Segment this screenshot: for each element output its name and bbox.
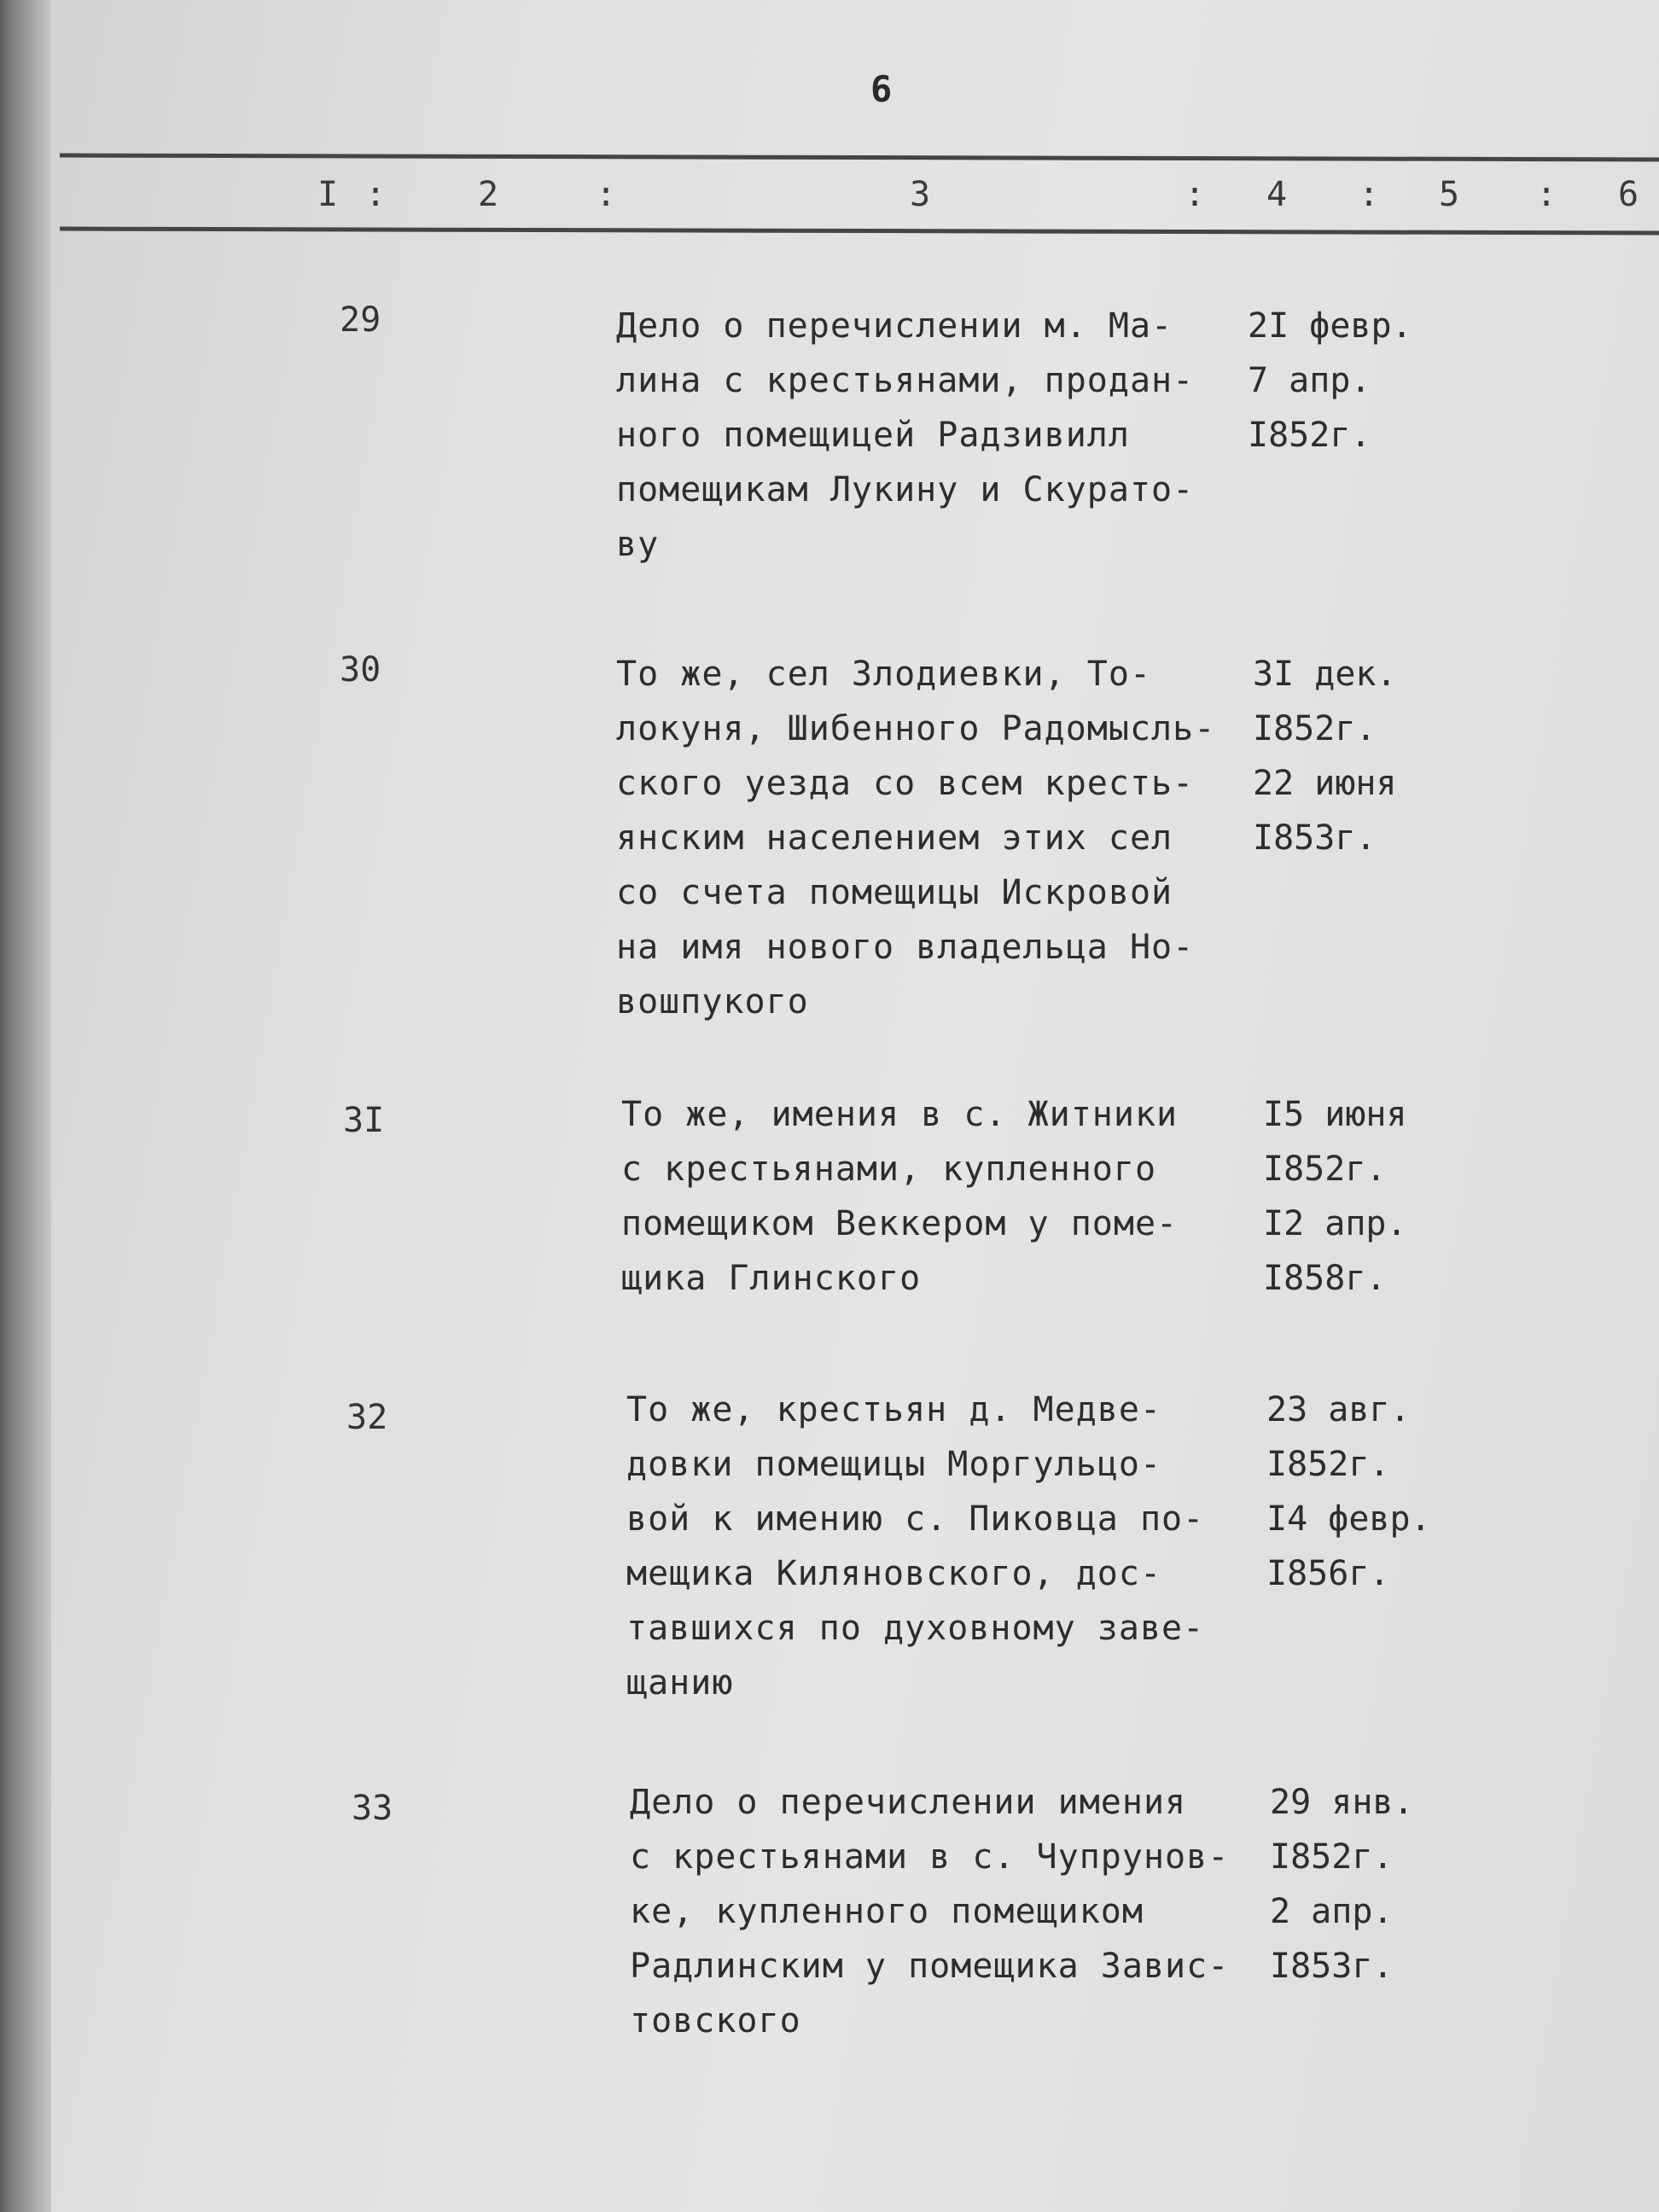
description-line: ву bbox=[616, 525, 660, 564]
column-header-3: 3 bbox=[910, 175, 931, 214]
description-line: Радлинским у помещика Завис- bbox=[630, 1947, 1230, 1986]
description-line: Дело о перечислении м. Ма- bbox=[616, 306, 1173, 346]
entry-number: 29 bbox=[340, 300, 381, 340]
description-line: щанию bbox=[626, 1663, 734, 1703]
column-header-5: 5 bbox=[1439, 175, 1460, 214]
date-line: I852г. bbox=[1248, 416, 1371, 455]
entry-dates bbox=[1270, 1775, 1526, 1994]
date-line: I853г. bbox=[1270, 1947, 1394, 1986]
date-line: 2I февр. bbox=[1248, 306, 1412, 346]
description-line: на имя нового владельца Но- bbox=[616, 928, 1195, 967]
description-line: щика Глинского bbox=[621, 1259, 922, 1298]
description-line: вой к имению с. Пиковца по- bbox=[626, 1499, 1205, 1539]
entry-description bbox=[616, 647, 1265, 1029]
column-separator: : bbox=[1359, 175, 1380, 214]
entry-number: 30 bbox=[340, 650, 381, 690]
description-line: товского bbox=[630, 2001, 801, 2040]
entry-dates bbox=[1253, 647, 1509, 865]
column-header-4: 4 bbox=[1266, 175, 1288, 214]
description-line: довки помещицы Моргульцо- bbox=[626, 1445, 1162, 1484]
date-line: I852г. bbox=[1253, 709, 1377, 748]
date-line: I5 июня bbox=[1263, 1095, 1407, 1134]
date-line: I852г. bbox=[1263, 1150, 1387, 1189]
date-line: 23 авг. bbox=[1266, 1390, 1411, 1429]
description-line: тавшихся по духовному заве- bbox=[626, 1609, 1205, 1648]
description-line: То же, имения в с. Житники bbox=[621, 1095, 1179, 1134]
column-separator: : bbox=[1185, 175, 1206, 214]
description-line: ке, купленного помещиком bbox=[630, 1892, 1144, 1931]
description-line: янским населением этих сел bbox=[616, 818, 1173, 858]
column-header-6: 6 bbox=[1618, 175, 1639, 214]
entry-number: 33 bbox=[352, 1789, 393, 1828]
date-line: I852г. bbox=[1266, 1445, 1390, 1484]
entry-number: 3I bbox=[343, 1101, 385, 1140]
entry-dates bbox=[1266, 1382, 1522, 1601]
entry-number: 32 bbox=[346, 1398, 388, 1437]
date-line: 22 июня bbox=[1253, 764, 1397, 803]
description-line: лина с крестьянами, продан- bbox=[616, 361, 1195, 400]
description-line: То же, сел Злодиевки, То- bbox=[616, 655, 1152, 694]
description-line: То же, крестьян д. Медве- bbox=[626, 1390, 1162, 1429]
date-line: 29 янв. bbox=[1270, 1783, 1414, 1822]
date-line: 7 апр. bbox=[1248, 361, 1371, 400]
column-separator: : bbox=[365, 175, 387, 214]
page-number: 6 bbox=[870, 68, 893, 110]
entry-description bbox=[616, 299, 1265, 572]
date-line: 2 апр. bbox=[1270, 1892, 1394, 1931]
entry-dates bbox=[1248, 299, 1504, 463]
date-line: I853г. bbox=[1253, 818, 1377, 858]
description-line: с крестьянами в с. Чупрунов- bbox=[630, 1837, 1230, 1877]
column-header-2: 2 bbox=[478, 175, 499, 214]
entry-description bbox=[630, 1775, 1278, 2048]
description-line: Дело о перечислении имения bbox=[630, 1783, 1187, 1822]
description-line: помещикам Лукину и Скурато- bbox=[616, 470, 1195, 509]
date-line: I856г. bbox=[1266, 1554, 1390, 1593]
date-line: I4 февр. bbox=[1266, 1499, 1431, 1539]
description-line: мещика Киляновского, дос- bbox=[626, 1554, 1162, 1593]
column-separator: : bbox=[1536, 175, 1557, 214]
description-line: помещиком Веккером у поме- bbox=[621, 1204, 1179, 1243]
entry-description bbox=[626, 1382, 1275, 1710]
description-line: со счета помещицы Искровой bbox=[616, 873, 1173, 912]
description-line: ного помещицей Радзивилл bbox=[616, 416, 1130, 455]
description-line: ского уезда со всем кресть- bbox=[616, 764, 1195, 803]
entry-description bbox=[621, 1087, 1270, 1306]
description-line: локуня, Шибенного Радомысль- bbox=[616, 709, 1216, 748]
date-line: I852г. bbox=[1270, 1837, 1394, 1877]
date-line: I2 апр. bbox=[1263, 1204, 1407, 1243]
entry-dates bbox=[1263, 1087, 1519, 1306]
column-header-1: I bbox=[317, 175, 339, 214]
description-line: вошпукого bbox=[616, 982, 809, 1022]
date-line: I858г. bbox=[1263, 1259, 1387, 1298]
date-line: 3I дек. bbox=[1253, 655, 1397, 694]
page-edge-shadow bbox=[0, 0, 51, 2212]
column-separator: : bbox=[596, 175, 617, 214]
description-line: с крестьянами, купленного bbox=[621, 1150, 1157, 1189]
